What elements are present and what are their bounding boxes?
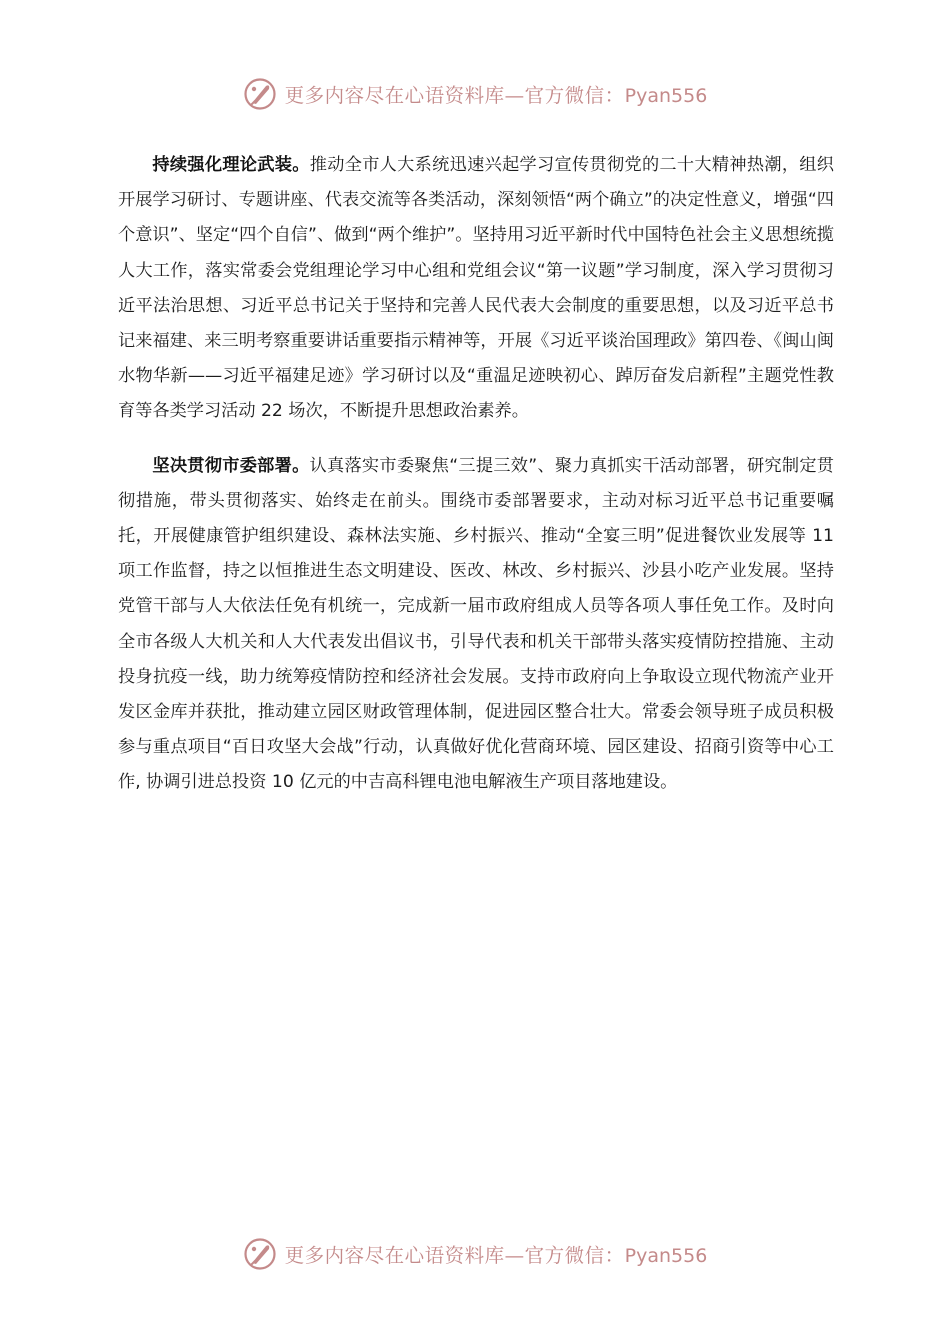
document-body xyxy=(118,148,834,820)
banner-slogan: 更多内容尽在心语资料库—官方微信： xyxy=(284,84,625,107)
paragraph-heading: 坚决贯彻市委部署。 xyxy=(152,455,310,476)
banner-text xyxy=(285,1240,708,1268)
quill-logo-icon xyxy=(243,77,277,111)
paragraph-theory xyxy=(118,148,834,430)
banner-wechat-handle: Pyan556 xyxy=(624,85,708,107)
banner-wechat-handle: Pyan556 xyxy=(624,1245,708,1267)
paragraph-text: 推动全市人大系统迅速兴起学习宣传贯彻党的二十大精神热潮，组织开展学习研讨、专题讲座、代表交流等各类活动，深刻领悟“两个确立”的决定性意义，增强“四个意识”、坚定“四个自信”、做到“两个维护”。坚持用习近平新时代中国特色社会主义思想统揽人大工作，落实常委会党组理论学习中心组和党组会议“第一议题”学习制度，深入学习贯彻习近平法治思想、习近平总书记关于坚持和完善人民代表大会制度的重要思想，以及习近平总书记来福建、来三明考察重要讲话重要指示精神等，开展《习近平谈治国理政》第四卷、《闽山闽水物华新——习近平福建足迹》学习研讨以及“重温足迹映初心、踔厉奋发启新程”主题党性教育等各类学习活动 22 场次，不断提升思想政治素养。 xyxy=(118,155,834,422)
header-banner xyxy=(0,72,950,116)
paragraph-text: 认真落实市委聚焦“三提三效”、聚力真抓实干活动部署，研究制定贯彻措施，带头贯彻落实、始终走在前头。围绕市委部署要求，主动对标习近平总书记重要嘱托，开展健康管护组织建设、森林法实施、乡村振兴、推动“全宴三明”促进餐饮业发展等 11 项工作监督，持之以恒推进生态文明建设、医改、林改、乡村振兴、沙县小吃产业发展。坚持党管干部与人大依法任免有机统一，完成新一届市政府组成人员等各项人事任免工作。及时向全市各级人大机关和人大代表发出倡议书，引导代表和机关干部带头落实疫情防控措施、主动投身抗疫一线，助力统筹疫情防控和经济社会发展。支持市政府向上争取设立现代物流产业开发区金库并获批，推动建立园区财政管理体制，促进园区整合壮大。常委会领导班子成员积极参与重点项目“百日攻坚大会战”行动，认真做好优化营商环境、园区建设、招商引资等中心工作, 协调引进总投资 10 亿元的中吉高科锂电池电解液生产项目落地建设。 xyxy=(118,455,834,793)
banner-slogan: 更多内容尽在心语资料库—官方微信： xyxy=(284,1244,625,1267)
footer-banner xyxy=(0,1232,950,1276)
paragraph-deployment xyxy=(118,449,834,801)
paragraph-heading: 持续强化理论武装。 xyxy=(152,155,310,175)
quill-logo-icon xyxy=(243,1237,277,1271)
banner-text xyxy=(285,80,708,108)
